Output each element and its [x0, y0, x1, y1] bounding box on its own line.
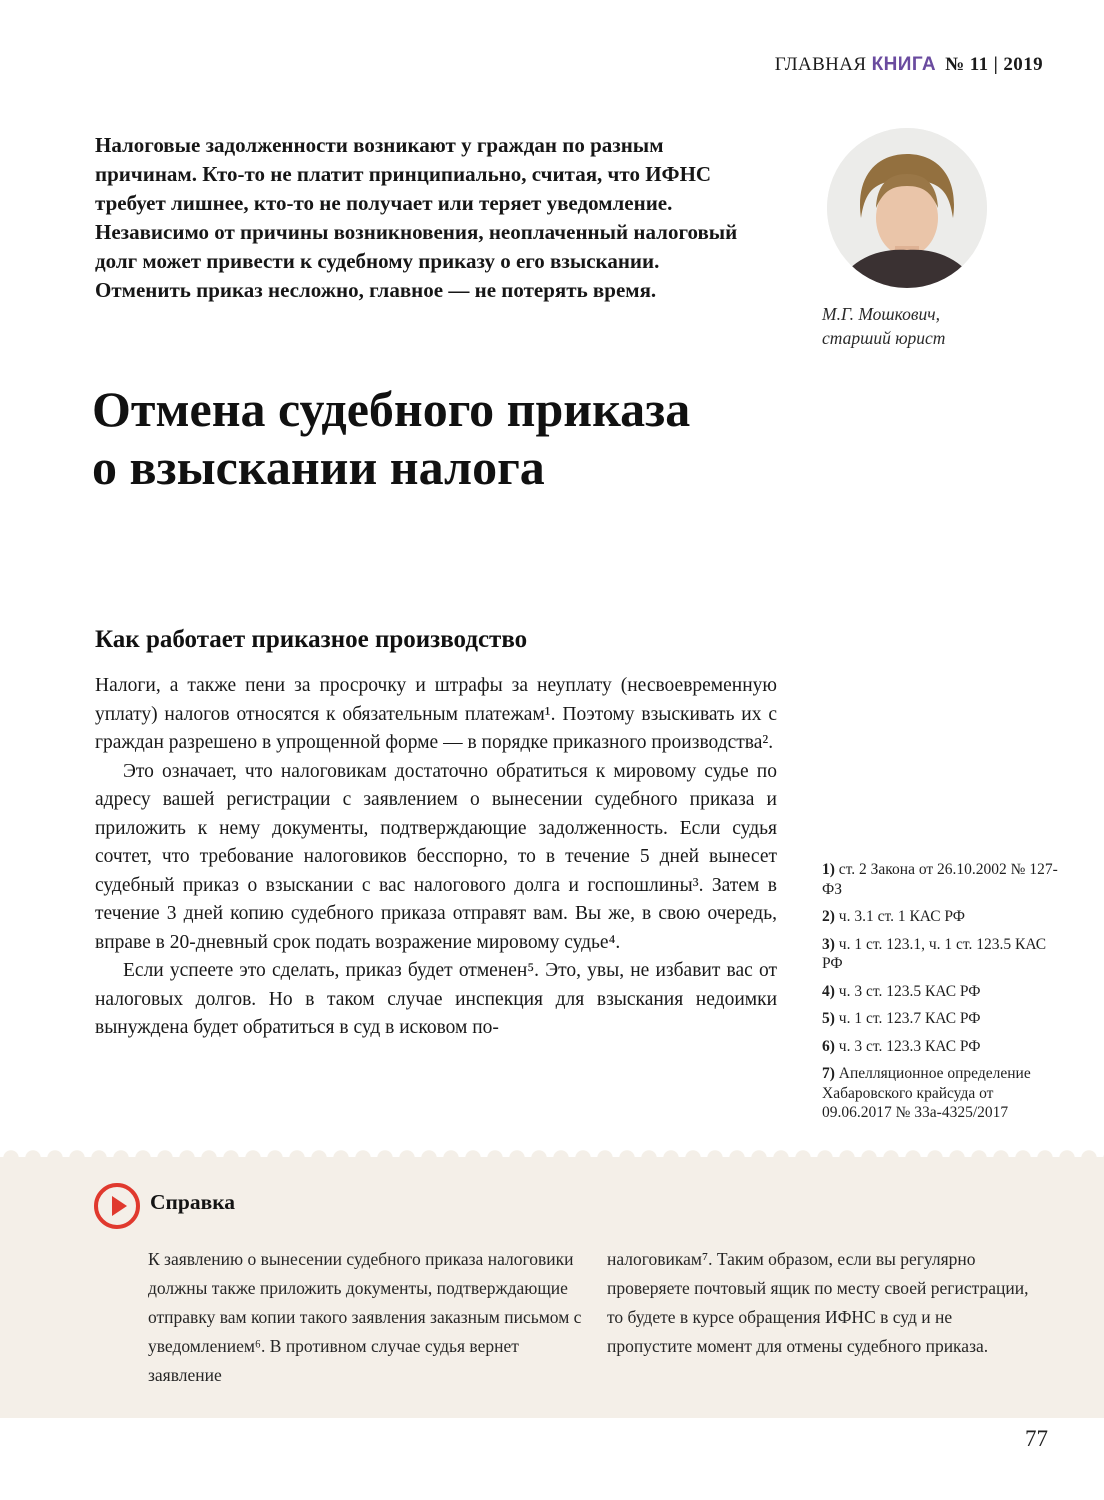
- article-body: [95, 672, 777, 1043]
- footnote-item: [822, 907, 1060, 927]
- footnote-text: ч. 3 ст. 123.3 КАС РФ: [838, 1037, 981, 1055]
- play-circle-icon: [94, 1183, 140, 1229]
- footnote-text: ч. 1 ст. 123.1, ч. 1 ст. 123.5 КАС РФ: [822, 935, 1047, 972]
- footnote-item: [822, 935, 1060, 974]
- footnotes-sidebar: [822, 860, 1060, 1131]
- footnote-number: 6): [822, 1037, 835, 1055]
- author-name: М.Г. Мошкович,: [822, 304, 940, 324]
- spravka-columns: [148, 1245, 1038, 1390]
- spravka-column-left: К заявлению о вынесении судебного приказа налоговики должны также приложить документы, подтверждающие отправку вам копии такого заявления заказным письмом с уведомлением⁶. В противном случае судья вернет заявление: [148, 1249, 582, 1385]
- body-paragraph-1: Налоги, а также пени за просрочку и штрафы за неуплату (несвоевременную уплату) налогов относятся к обязательным платежам¹. Поэтому взыскивать их с граждан разрешено в упрощенной форме — в порядке приказного производства².: [95, 675, 777, 753]
- footnote-text: ч. 3.1 ст. 1 КАС РФ: [838, 908, 966, 925]
- footnote-number: 5): [822, 1010, 835, 1027]
- spravka-heading: Справка: [150, 1190, 236, 1214]
- footnote-number: 1): [822, 861, 835, 878]
- page-number: 77: [1025, 1426, 1048, 1451]
- footnote-text: ч. 3 ст. 123.5 КАС РФ: [838, 982, 981, 1000]
- footnote-number: 2): [822, 908, 835, 925]
- footnote-number: 7): [822, 1065, 835, 1082]
- footnote-text: ч. 1 ст. 123.7 КАС РФ: [838, 1010, 981, 1027]
- journal-brand-black: ГЛАВНАЯ: [774, 54, 867, 75]
- journal-header: [775, 54, 1043, 76]
- footnote-item: [822, 1037, 1060, 1057]
- journal-issue: № 11 | 2019: [945, 54, 1043, 75]
- body-paragraph-2: Это означает, что налоговикам достаточно обратиться к мировому судье по адресу вашей регистрации с заявлением о вынесении судебного приказа и приложить к нему документы, подтверждающие задолженность. Если судья сочтет, что требование налоговиков бесспорно, то в течение 5 дней вынесет судебный приказ о взыскании с вас налогового долга и госпошлины³. Затем в течение 3 дней копию судебного приказа отправят вам. Вы же, в свою очередь, вправе в 20-дневный срок подать возражение мировому судье⁴.: [95, 760, 777, 953]
- play-triangle-icon: [112, 1196, 127, 1216]
- footnote-item: [822, 1064, 1060, 1123]
- footnote-item: [822, 860, 1060, 899]
- section-heading: Как работает приказное производство: [95, 626, 528, 653]
- journal-brand-purple: КНИГА: [871, 54, 936, 75]
- footnote-item: [822, 1009, 1060, 1029]
- footnote-number: 4): [822, 982, 835, 1000]
- footnote-number: 3): [822, 935, 835, 953]
- author-caption: [822, 302, 1062, 350]
- author-photo: [827, 128, 987, 288]
- spravka-panel: [0, 1157, 1104, 1418]
- body-paragraph-3: Если успеете это сделать, приказ будет отменен⁵. Это, увы, не избавит вас от налоговых долгов. Но в таком случае инспекция для взыскания недоимки вынуждена будет обратиться в суд в исковом по-: [95, 960, 777, 1038]
- author-role: старший юрист: [822, 328, 946, 348]
- footnote-item: [822, 982, 1060, 1002]
- footnote-text: Апелляционное определение Хабаровского крайсуда от 09.06.2017 № 33а-4325/2017: [822, 1065, 1031, 1121]
- article-title: Отмена судебного приказа о взыскании налога: [92, 381, 691, 495]
- footnote-text: ст. 2 Закона от 26.10.2002 № 127-ФЗ: [822, 861, 1058, 898]
- spravka-column-right: налоговикам⁷. Таким образом, если вы регулярно проверяете почтовый ящик по месту своей регистрации, то будете в курсе обращения ИФНС в суд и не пропустите момент для отмены судебного приказа.: [607, 1249, 1029, 1356]
- lead-paragraph: Налоговые задолженности возникают у граждан по разным причинам. Кто-то не платит принципиально, считая, что ИФНС требует лишнее, кто-то не получает или теряет уведомление. Независимо от причины возникновения, неоплаченный налоговый долг может привести к судебному приказу о его взыскании. Отменить приказ несложно, главное — не потерять время.: [95, 133, 738, 302]
- portrait-avatar-image: [827, 128, 987, 288]
